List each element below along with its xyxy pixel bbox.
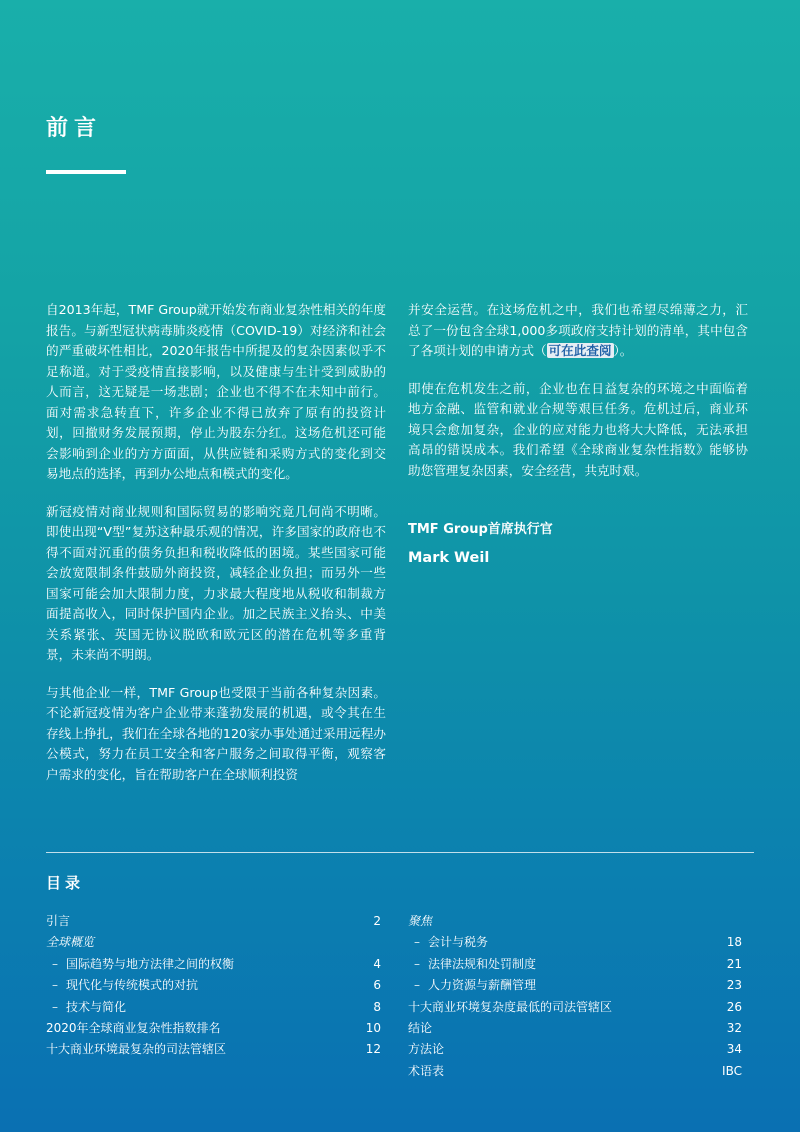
toc-entry-label: 术语表: [408, 1063, 445, 1078]
toc-entry-label: 十大商业环境复杂度最低的司法管辖区: [408, 999, 613, 1014]
toc-entry[interactable]: [408, 1039, 742, 1060]
signer-name: Mark Weil: [408, 550, 490, 566]
toc-entry-text: 会计与税务: [428, 935, 489, 950]
toc-entry-page: 6: [373, 978, 381, 993]
intro-paragraph-5: 即使在危机发生之前，企业也在日益复杂的环境之中面临着地方金融、监管和就业合规等艰巨任务。危机过后，商业环境只会愈加复杂，企业的应对能力也将大大降低，无法承担高昂的错误成本。我们希望《全球商业复杂性指数》能够协助您管理复杂因素，安全经营，共克时艰。: [408, 380, 748, 478]
toc-divider: [46, 852, 754, 853]
intro-paragraph-4-end: ）。: [613, 343, 633, 358]
dash-icon: –: [52, 999, 58, 1014]
toc-entry-label: [46, 954, 234, 975]
toc-entry-page: 18: [726, 935, 742, 950]
toc-entry-page: 2: [373, 914, 381, 928]
intro-right-column: [408, 300, 748, 498]
toc-entry-text: 人力资源与薪酬管理: [428, 978, 537, 993]
dash-icon: –: [414, 956, 420, 971]
toc-entry-label: 方法论: [408, 1042, 445, 1057]
intro-left-column: [46, 300, 386, 802]
intro-paragraph-2: 新冠疫情对商业规则和国际贸易的影响究竟几何尚不明晰。即使出现“V型”复苏这种最乐观的情况，许多国家的政府也不得不面对沉重的债务负担和税收降低的困境。某些国家可能会放宽限制条件鼓励外商投资，减轻企业负担；而另外一些国家可能会加大限制力度，力求最大程度地从税收和制裁方面提高收入，同时保护国内企业。加之民族主义抬头、中美关系紧张、英国无协议脱欧和欧元区的潜在危机等多重背景，未来尚不明朗。: [46, 503, 386, 662]
dash-icon: –: [414, 978, 420, 993]
toc-entry-label: [408, 932, 488, 953]
toc-entry-label: [408, 954, 536, 975]
toc-entry-page: 12: [365, 1042, 381, 1057]
toc-subentry[interactable]: [46, 954, 381, 975]
dash-icon: –: [414, 935, 420, 950]
toc-entry-label: 引言: [46, 914, 71, 928]
toc-entry-page: 4: [373, 956, 381, 971]
toc-entry-page: 10: [365, 1020, 381, 1035]
toc-entry-page: 34: [726, 1042, 742, 1057]
toc-right-column: [408, 911, 742, 1082]
toc-entry-label: 2020年全球商业复杂性指数排名: [46, 1020, 221, 1035]
government-support-link[interactable]: 可在此查阅: [548, 343, 612, 358]
toc-entry-page: IBC: [722, 1063, 742, 1078]
signer-title: TMF Group首席执行官: [408, 522, 553, 537]
toc-heading: 目录: [46, 874, 85, 892]
title-underline: [46, 170, 126, 174]
toc-subentry[interactable]: [408, 932, 742, 953]
toc-entry-page: 23: [726, 978, 742, 993]
toc-entry[interactable]: [408, 1018, 742, 1039]
intro-paragraph-4: [408, 300, 748, 362]
dash-icon: –: [52, 956, 58, 971]
toc-entry[interactable]: [46, 1018, 381, 1039]
toc-entry-text: 法律法规和处罚制度: [428, 956, 537, 971]
toc-entry-text: 现代化与传统模式的对抗: [66, 978, 199, 993]
toc-entry-label: [46, 997, 126, 1018]
toc-subentry[interactable]: [408, 975, 742, 996]
toc-subentry[interactable]: [408, 954, 742, 975]
toc-entry-label: [408, 975, 536, 996]
toc-entry-label: 结论: [408, 1020, 433, 1035]
page-title: 前言: [46, 116, 103, 141]
toc-section-label: 聚焦: [408, 914, 433, 928]
toc-left-column: [46, 911, 381, 1061]
toc-section: [408, 911, 742, 932]
toc-entry-text: 技术与简化: [66, 999, 127, 1014]
toc-subentry[interactable]: [46, 997, 381, 1018]
toc-section: [46, 932, 381, 953]
toc-entry-label: [46, 975, 198, 996]
intro-paragraph-3: 与其他企业一样，TMF Group也受限于当前各种复杂因素。不论新冠疫情为客户企业带来蓬勃发展的机遇，或令其在生存线上挣扎，我们在全球各地的120家办事处通过采用远程办公模式，努力在员工安全和客户服务之间取得平衡，观察客户需求的变化，旨在帮助客户在全球顺利投资: [46, 684, 386, 782]
toc-entry-page: 32: [726, 1020, 742, 1035]
toc-entry[interactable]: [408, 1061, 742, 1082]
dash-icon: –: [52, 978, 58, 993]
toc-subentry[interactable]: [46, 975, 381, 996]
toc-entry[interactable]: [408, 997, 742, 1018]
toc-entry-label: 十大商业环境最复杂的司法管辖区: [46, 1042, 227, 1057]
toc-entry-text: 国际趋势与地方法律之间的权衡: [66, 956, 235, 971]
toc-entry-page: 26: [726, 999, 742, 1014]
toc-entry-page: 21: [726, 956, 742, 971]
intro-paragraph-4-text: 并安全运营。在这场危机之中，我们也希望尽绵薄之力，汇总了一份包含全球1,000多项政府支持计划的清单，其中包含了各项计划的申请方式（: [408, 302, 748, 358]
toc-entry[interactable]: [46, 1039, 381, 1060]
toc-entry[interactable]: [46, 911, 381, 932]
intro-paragraph-1: 自2013年起，TMF Group就开始发布商业复杂性相关的年度报告。与新型冠状病毒肺炎疫情（COVID-19）对经济和社会的严重破坏性相比，2020年报告中所提及的复杂因素似乎不足称道。对于受疫情直接影响，以及健康与生计受到威胁的人而言，这无疑是一场悲剧；企业也不得不在未知中前行。面对需求急转直下，许多企业不得已放弃了原有的投资计划，回撤财务发展预期，停止为股东分红。这场危机还可能会影响到企业的方方面面，从供应链和采购方式的变化到交易地点的选择，再到办公地点和模式的变化。: [46, 302, 386, 481]
toc-entry-page: 8: [373, 999, 381, 1014]
toc-section-label: 全球概览: [46, 935, 95, 950]
